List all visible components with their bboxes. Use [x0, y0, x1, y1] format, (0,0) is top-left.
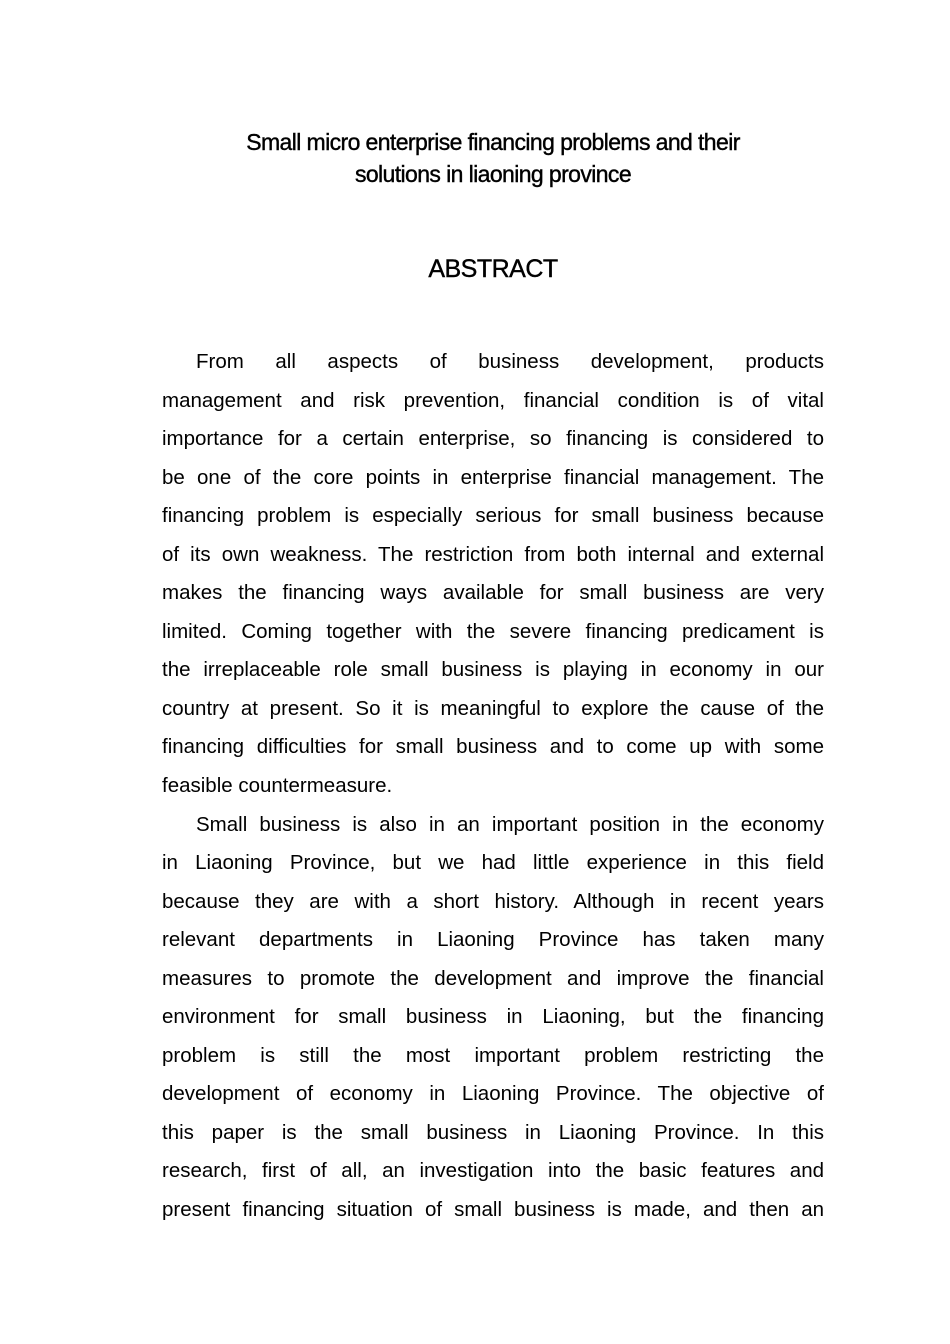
paragraph-2-line: present financing situation of small business is made, and then an [162, 1198, 824, 1222]
paragraph-1-line: financing problem is especially serious for small business because [162, 504, 824, 528]
paragraph-2-line: this paper is the small business in Liaoning Province. In this [162, 1120, 824, 1144]
paragraph-2-line: relevant departments in Liaoning Province has taken many [162, 928, 824, 952]
paragraph-1-line: makes the financing ways available for small business are very [162, 581, 824, 605]
abstract-heading: ABSTRACT [428, 255, 558, 283]
paragraph-2-line: environment for small business in Liaoning, but the financing [162, 1005, 824, 1029]
paragraph-1-line: From all aspects of business development, products [196, 350, 824, 373]
paragraph-2-line: measures to promote the development and improve the financial [162, 966, 824, 990]
paragraph-1-line: limited. Coming together with the severe financing predicament is [162, 619, 824, 643]
abstract-body [162, 343, 824, 1230]
paragraph-1-line: the irreplaceable role small business is playing in economy in our [162, 658, 824, 682]
paragraph-2-line: because they are with a short history. Although in recent years [162, 889, 824, 913]
paragraph-1-line: feasible countermeasure. [162, 774, 393, 798]
paragraph-2-line: problem is still the most important problem restricting the [162, 1043, 824, 1067]
paragraph-1-line: of its own weakness. The restriction from both internal and external [162, 542, 824, 566]
paragraph-2-line: development of economy in Liaoning Province. The objective of [162, 1082, 824, 1106]
paragraph-2-line: research, first of all, an investigation into the basic features and [162, 1159, 824, 1183]
paragraph-2-line: Small business is also in an important position in the economy [196, 812, 824, 836]
document-title-line-2: solutions in liaoning province [354, 161, 632, 187]
document-title-line-1: Small micro enterprise financing problems and their [246, 129, 740, 155]
paragraph-1-line: financing difficulties for small business and to come up with some [162, 735, 824, 759]
paragraph-1-line: importance for a certain enterprise, so financing is considered to [162, 427, 824, 451]
paragraph-2-line: in Liaoning Province, but we had little experience in this field [162, 851, 824, 875]
paragraph-1-line: management and risk prevention, financial condition is of vital [162, 388, 824, 412]
paragraph-1-line: country at present. So it is meaningful to explore the cause of the [162, 696, 824, 720]
paragraph-1-line: be one of the core points in enterprise financial management. The [162, 465, 824, 489]
